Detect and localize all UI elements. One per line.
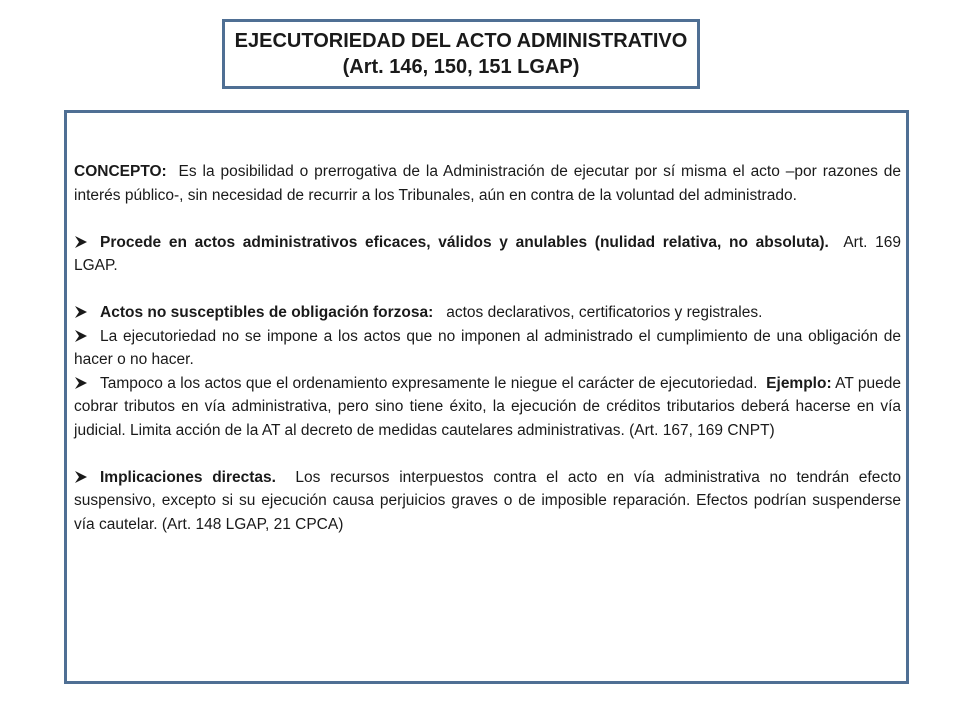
bullet-2-text: actos declarativos, certificatorios y registrales. (446, 304, 763, 321)
concept-paragraph (74, 160, 901, 207)
arrowhead-bullet-icon (74, 231, 100, 255)
bullet-4-bold: Ejemplo: (766, 374, 832, 392)
bullet-5 (74, 466, 901, 537)
content-text (74, 160, 901, 536)
title-box (222, 19, 700, 89)
page-subtitle: (Art. 146, 150, 151 LGAP) (342, 56, 580, 78)
bullet-2-bold: Actos no susceptibles de obligación forzosa: (100, 304, 434, 321)
content-box (64, 110, 909, 684)
bullet-1-text: Art. 169 LGAP. (74, 233, 901, 274)
bullet-3 (74, 325, 901, 372)
arrowhead-bullet-icon (74, 325, 100, 349)
bullet-5-bold: Implicaciones directas. (100, 468, 276, 486)
arrowhead-bullet-icon (74, 372, 100, 396)
bullet-4 (74, 372, 901, 443)
bullet-1-bold: Procede en actos administrativos eficaces, válidos y anulables (nulidad relativa, no absoluta). (100, 233, 829, 251)
concept-label: CONCEPTO: (74, 163, 167, 180)
bullet-4-text-2: AT puede cobrar tributos en vía administrativa, pero sino tiene éxito, la ejecución de créditos tributarios deberá hacerse en vía judicial. Limita acción de la AT al decreto de medidas cautelares administrativas. (Art. 167, 169 CNPT) (74, 374, 901, 439)
bullet-4-text-1: Tampoco a los actos que el ordenamiento expresamente le niegue el carácter de ejecutoriedad. (100, 374, 758, 392)
bullet-3-text: La ejecutoriedad no se impone a los actos que no imponen al administrado el cumplimiento de una obligación de hacer o no hacer. (74, 327, 901, 368)
arrowhead-bullet-icon (74, 301, 100, 325)
bullet-1 (74, 231, 901, 278)
bullet-2 (74, 301, 901, 325)
page-title: EJECUTORIEDAD DEL ACTO ADMINISTRATIVO (234, 30, 688, 52)
concept-text: Es la posibilidad o prerrogativa de la Administración de ejecutar por sí misma el acto –por razones de interés público-, sin necesidad de recurrir a los Tribunales, aún en contra de la voluntad del administrado. (74, 163, 901, 204)
arrowhead-bullet-icon (74, 466, 100, 490)
bullet-5-text: Los recursos interpuestos contra el acto en vía administrativa no tendrán efecto suspensivo, excepto si su ejecución causa perjuicios graves o de imposible reparación. Efectos podrían suspenderse vía cautelar. (Art. 148 LGAP, 21 CPCA) (74, 468, 901, 533)
